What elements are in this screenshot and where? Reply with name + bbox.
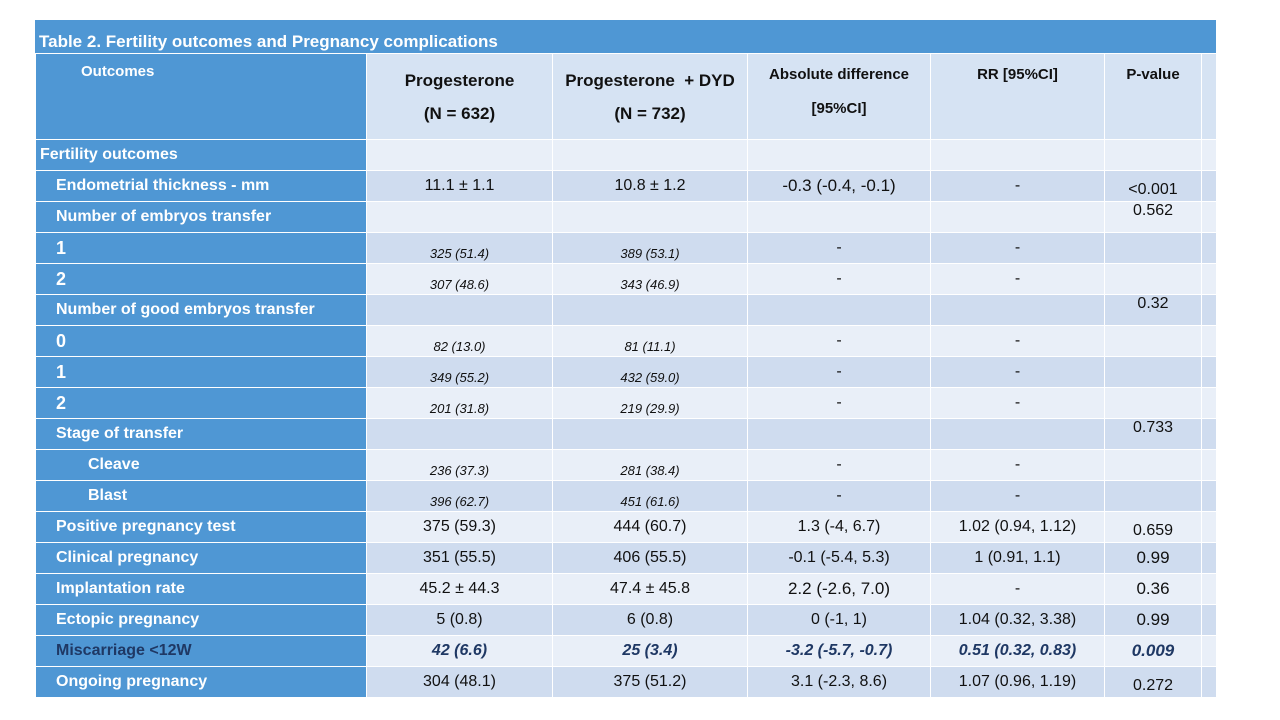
cell-pvalue bbox=[1105, 264, 1202, 295]
row-label: Number of good embryos transfer bbox=[36, 295, 367, 326]
row-label: Stage of transfer bbox=[36, 419, 367, 450]
cell-spacer bbox=[1202, 264, 1217, 295]
cell-rr bbox=[931, 202, 1105, 233]
cell-absolute-difference: -0.1 (-5.4, 5.3) bbox=[748, 543, 931, 574]
cell-rr: - bbox=[931, 450, 1105, 481]
cell-progesterone bbox=[367, 202, 553, 233]
cell-absolute-difference: 1.3 (-4, 6.7) bbox=[748, 512, 931, 543]
header-progesterone-dyd-n: (N = 732) bbox=[614, 103, 686, 123]
table-row bbox=[36, 295, 1217, 326]
header-pvalue: P-value bbox=[1105, 54, 1202, 140]
cell-progesterone bbox=[367, 140, 553, 171]
cell-absolute-difference: - bbox=[748, 481, 931, 512]
table-row bbox=[36, 667, 1217, 698]
cell-absolute-difference: - bbox=[748, 388, 931, 419]
cell-spacer bbox=[1202, 357, 1217, 388]
cell-progesterone-dyd bbox=[553, 202, 748, 233]
cell-absolute-difference: - bbox=[748, 326, 931, 357]
cell-rr bbox=[931, 419, 1105, 450]
cell-pvalue bbox=[1105, 140, 1202, 171]
cell-absolute-difference bbox=[748, 419, 931, 450]
cell-progesterone bbox=[367, 419, 553, 450]
cell-progesterone: 5 (0.8) bbox=[367, 605, 553, 636]
row-label: 0 bbox=[36, 326, 367, 357]
slide bbox=[35, 20, 1216, 698]
cell-rr bbox=[931, 140, 1105, 171]
cell-rr bbox=[931, 295, 1105, 326]
cell-progesterone: 349 (55.2) bbox=[367, 357, 553, 388]
cell-progesterone: 45.2 ± 44.3 bbox=[367, 574, 553, 605]
cell-progesterone-dyd: 10.8 ± 1.2 bbox=[553, 171, 748, 202]
cell-progesterone-dyd: 343 (46.9) bbox=[553, 264, 748, 295]
header-rr: RR [95%CI] bbox=[931, 54, 1105, 140]
cell-spacer bbox=[1202, 233, 1217, 264]
cell-spacer bbox=[1202, 667, 1217, 698]
cell-rr: 1 (0.91, 1.1) bbox=[931, 543, 1105, 574]
cell-spacer bbox=[1202, 140, 1217, 171]
cell-absolute-difference: - bbox=[748, 357, 931, 388]
row-label: Clinical pregnancy bbox=[36, 543, 367, 574]
row-label: Blast bbox=[36, 481, 367, 512]
cell-absolute-difference: -0.3 (-0.4, -0.1) bbox=[748, 171, 931, 202]
header-absolute-difference bbox=[748, 54, 931, 140]
cell-progesterone: 236 (37.3) bbox=[367, 450, 553, 481]
cell-spacer bbox=[1202, 202, 1217, 233]
row-label: Ongoing pregnancy bbox=[36, 667, 367, 698]
row-label: Fertility outcomes bbox=[36, 140, 367, 171]
cell-rr: - bbox=[931, 388, 1105, 419]
cell-rr: - bbox=[931, 326, 1105, 357]
row-label: 2 bbox=[36, 264, 367, 295]
cell-progesterone: 42 (6.6) bbox=[367, 636, 553, 667]
cell-progesterone-dyd: 47.4 ± 45.8 bbox=[553, 574, 748, 605]
cell-progesterone: 201 (31.8) bbox=[367, 388, 553, 419]
cell-spacer bbox=[1202, 295, 1217, 326]
header-absdiff-line2: [95%CI] bbox=[811, 100, 867, 117]
cell-rr: - bbox=[931, 481, 1105, 512]
cell-absolute-difference: 3.1 (-2.3, 8.6) bbox=[748, 667, 931, 698]
cell-spacer bbox=[1202, 636, 1217, 667]
cell-absolute-difference bbox=[748, 140, 931, 171]
cell-progesterone-dyd bbox=[553, 140, 748, 171]
cell-pvalue bbox=[1105, 326, 1202, 357]
cell-progesterone bbox=[367, 295, 553, 326]
cell-progesterone: 304 (48.1) bbox=[367, 667, 553, 698]
table-row bbox=[36, 140, 1217, 171]
cell-progesterone: 351 (55.5) bbox=[367, 543, 553, 574]
cell-rr: - bbox=[931, 574, 1105, 605]
cell-absolute-difference: 2.2 (-2.6, 7.0) bbox=[748, 574, 931, 605]
cell-pvalue: 0.562 bbox=[1105, 202, 1202, 233]
cell-pvalue: <0.001 bbox=[1105, 171, 1202, 202]
cell-pvalue bbox=[1105, 481, 1202, 512]
cell-progesterone: 307 (48.6) bbox=[367, 264, 553, 295]
cell-progesterone-dyd: 25 (3.4) bbox=[553, 636, 748, 667]
table-row bbox=[36, 512, 1217, 543]
cell-spacer bbox=[1202, 605, 1217, 636]
table-row bbox=[36, 388, 1217, 419]
cell-rr: - bbox=[931, 171, 1105, 202]
cell-pvalue: 0.32 bbox=[1105, 295, 1202, 326]
cell-progesterone: 396 (62.7) bbox=[367, 481, 553, 512]
cell-pvalue: 0.659 bbox=[1105, 512, 1202, 543]
row-label: Positive pregnancy test bbox=[36, 512, 367, 543]
table-row bbox=[36, 543, 1217, 574]
header-progesterone-n: (N = 632) bbox=[423, 103, 496, 123]
table-row bbox=[36, 574, 1217, 605]
header-absdiff-line1: Absolute difference bbox=[768, 66, 910, 83]
cell-spacer bbox=[1202, 450, 1217, 481]
cell-progesterone-dyd: 281 (38.4) bbox=[553, 450, 748, 481]
cell-progesterone-dyd bbox=[553, 295, 748, 326]
header-spacer bbox=[1202, 54, 1217, 140]
cell-rr: - bbox=[931, 357, 1105, 388]
table-row bbox=[36, 171, 1217, 202]
header-row bbox=[36, 54, 1217, 140]
row-label: Implantation rate bbox=[36, 574, 367, 605]
row-label: Endometrial thickness - mm bbox=[36, 171, 367, 202]
cell-rr: 1.02 (0.94, 1.12) bbox=[931, 512, 1105, 543]
cell-progesterone: 325 (51.4) bbox=[367, 233, 553, 264]
header-outcomes: Outcomes bbox=[36, 54, 367, 140]
cell-progesterone-dyd: 81 (11.1) bbox=[553, 326, 748, 357]
table-row bbox=[36, 357, 1217, 388]
table-row-highlighted bbox=[36, 636, 1217, 667]
cell-progesterone-dyd bbox=[553, 419, 748, 450]
cell-progesterone: 82 (13.0) bbox=[367, 326, 553, 357]
cell-progesterone-dyd: 444 (60.7) bbox=[553, 512, 748, 543]
cell-absolute-difference: -3.2 (-5.7, -0.7) bbox=[748, 636, 931, 667]
cell-absolute-difference: - bbox=[748, 264, 931, 295]
table-row bbox=[36, 233, 1217, 264]
cell-pvalue bbox=[1105, 450, 1202, 481]
cell-pvalue: 0.009 bbox=[1105, 636, 1202, 667]
cell-spacer bbox=[1202, 388, 1217, 419]
cell-rr: - bbox=[931, 233, 1105, 264]
cell-pvalue: 0.733 bbox=[1105, 419, 1202, 450]
table-row bbox=[36, 264, 1217, 295]
cell-pvalue: 0.99 bbox=[1105, 543, 1202, 574]
row-label: 1 bbox=[36, 357, 367, 388]
cell-absolute-difference: - bbox=[748, 233, 931, 264]
cell-rr: 0.51 (0.32, 0.83) bbox=[931, 636, 1105, 667]
cell-spacer bbox=[1202, 512, 1217, 543]
cell-progesterone: 375 (59.3) bbox=[367, 512, 553, 543]
table-row bbox=[36, 326, 1217, 357]
cell-rr: - bbox=[931, 264, 1105, 295]
row-label: Miscarriage <12W bbox=[36, 636, 367, 667]
row-label: 1 bbox=[36, 233, 367, 264]
table-row bbox=[36, 605, 1217, 636]
cell-pvalue: 0.99 bbox=[1105, 605, 1202, 636]
table-title: Table 2. Fertility outcomes and Pregnancy complications bbox=[35, 20, 1216, 53]
header-progesterone bbox=[367, 54, 553, 140]
cell-progesterone-dyd: 406 (55.5) bbox=[553, 543, 748, 574]
cell-rr: 1.07 (0.96, 1.19) bbox=[931, 667, 1105, 698]
cell-progesterone-dyd: 432 (59.0) bbox=[553, 357, 748, 388]
cell-progesterone: 11.1 ± 1.1 bbox=[367, 171, 553, 202]
cell-absolute-difference bbox=[748, 295, 931, 326]
header-progesterone-dyd-name: Progesterone + DYD bbox=[565, 70, 735, 90]
row-label: 2 bbox=[36, 388, 367, 419]
table-body bbox=[36, 140, 1217, 698]
cell-rr: 1.04 (0.32, 3.38) bbox=[931, 605, 1105, 636]
cell-spacer bbox=[1202, 419, 1217, 450]
cell-pvalue bbox=[1105, 233, 1202, 264]
table-row bbox=[36, 419, 1217, 450]
cell-absolute-difference: - bbox=[748, 450, 931, 481]
cell-pvalue: 0.272 bbox=[1105, 667, 1202, 698]
cell-progesterone-dyd: 219 (29.9) bbox=[553, 388, 748, 419]
cell-pvalue: 0.36 bbox=[1105, 574, 1202, 605]
row-label: Number of embryos transfer bbox=[36, 202, 367, 233]
cell-spacer bbox=[1202, 481, 1217, 512]
row-label: Cleave bbox=[36, 450, 367, 481]
header-progesterone-dyd bbox=[553, 54, 748, 140]
cell-pvalue bbox=[1105, 357, 1202, 388]
cell-progesterone-dyd: 451 (61.6) bbox=[553, 481, 748, 512]
cell-spacer bbox=[1202, 171, 1217, 202]
header-progesterone-name: Progesterone bbox=[404, 70, 515, 90]
cell-progesterone-dyd: 389 (53.1) bbox=[553, 233, 748, 264]
cell-progesterone-dyd: 6 (0.8) bbox=[553, 605, 748, 636]
outcomes-table bbox=[35, 53, 1217, 698]
cell-absolute-difference: 0 (-1, 1) bbox=[748, 605, 931, 636]
row-label: Ectopic pregnancy bbox=[36, 605, 367, 636]
cell-spacer bbox=[1202, 326, 1217, 357]
cell-absolute-difference bbox=[748, 202, 931, 233]
cell-spacer bbox=[1202, 574, 1217, 605]
table-row bbox=[36, 450, 1217, 481]
cell-pvalue bbox=[1105, 388, 1202, 419]
table-row bbox=[36, 202, 1217, 233]
table-row bbox=[36, 481, 1217, 512]
cell-spacer bbox=[1202, 543, 1217, 574]
cell-progesterone-dyd: 375 (51.2) bbox=[553, 667, 748, 698]
